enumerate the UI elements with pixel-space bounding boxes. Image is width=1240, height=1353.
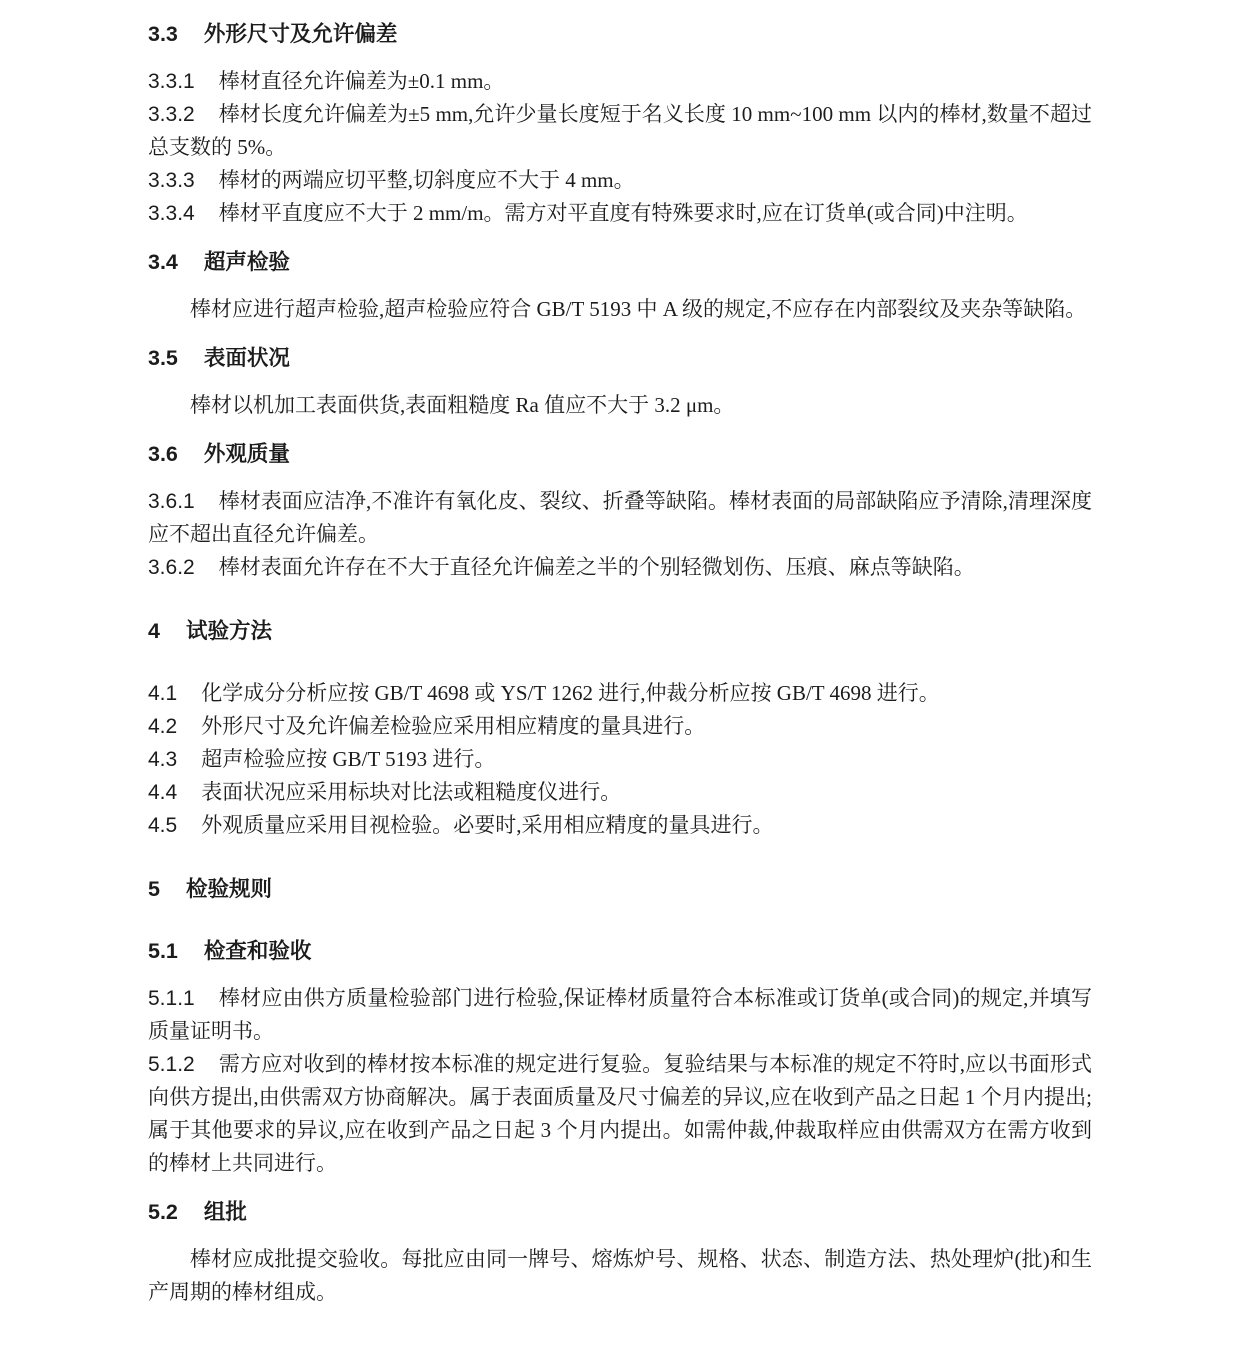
clause-number: 3.3.1 (148, 70, 195, 93)
clause-number: 4.1 (148, 682, 178, 705)
heading-number: 5.2 (148, 1200, 178, 1224)
clause-number: 3.3.2 (148, 103, 195, 126)
clause-paragraph (148, 485, 1092, 551)
clause-paragraph (148, 197, 1092, 230)
clause-text: 棒材应由供方质量检验部门进行检验,保证棒材质量符合本标准或订货单(或合同)的规定,并填写质量证明书。 (148, 986, 1092, 1043)
clause-text: 棒材直径允许偏差为±0.1 mm。 (218, 69, 505, 93)
clause-paragraph (148, 98, 1092, 164)
section-heading (148, 873, 1092, 906)
clause-paragraph (148, 65, 1092, 98)
clause-text: 超声检验应按 GB/T 5193 进行。 (201, 747, 496, 771)
subsection-heading (148, 18, 1092, 51)
paragraph-text: 棒材应成批提交验收。每批应由同一牌号、熔炼炉号、规格、状态、制造方法、热处理炉(批)和生产周期的棒材组成。 (148, 1247, 1092, 1304)
subsection-heading (148, 342, 1092, 375)
clause-number: 4.4 (148, 781, 178, 804)
heading-title: 超声检验 (203, 250, 290, 274)
clause-text: 棒材表面允许存在不大于直径允许偏差之半的个别轻微划伤、压痕、麻点等缺陷。 (218, 555, 975, 579)
clause-text: 棒材长度允许偏差为±5 mm,允许少量长度短于名义长度 10 mm~100 mm 以内的棒材,数量不超过总支数的 5%。 (148, 102, 1093, 159)
clause-paragraph (148, 743, 1092, 776)
clause-number: 4.2 (148, 715, 178, 738)
heading-number: 3.3 (148, 22, 178, 46)
paragraph-text: 棒材以机加工表面供货,表面粗糙度 Ra 值应不大于 3.2 μm。 (190, 393, 735, 417)
clause-paragraph (148, 776, 1092, 809)
clause-text: 棒材平直度应不大于 2 mm/m。需方对平直度有特殊要求时,应在订货单(或合同)中注明。 (218, 201, 1028, 225)
clause-paragraph (148, 982, 1092, 1048)
clause-text: 外观质量应采用目视检验。必要时,采用相应精度的量具进行。 (201, 813, 774, 837)
clause-paragraph (148, 677, 1092, 710)
clause-text: 需方应对收到的棒材按本标准的规定进行复验。复验结果与本标准的规定不符时,应以书面形式向供方提出,由供需双方协商解决。属于表面质量及尺寸偏差的异议,应在收到产品之日起 1 个月内提出;属于其他要求的异议,应在收到产品之日起 3 个月内提出。如需仲裁,仲裁取样应由供需双方在需方收到的棒材上共同进行。 (148, 1052, 1092, 1175)
subsection-heading (148, 246, 1092, 279)
clause-paragraph (148, 1048, 1092, 1180)
clause-text: 棒材表面应洁净,不准许有氧化皮、裂纹、折叠等缺陷。棒材表面的局部缺陷应予清除,清理深度应不超出直径允许偏差。 (148, 489, 1092, 546)
document-content (148, 18, 1092, 1309)
clause-paragraph (148, 710, 1092, 743)
heading-title: 外形尺寸及允许偏差 (203, 22, 398, 46)
heading-number: 4 (148, 619, 160, 643)
clause-number: 3.6.2 (148, 556, 195, 579)
heading-title: 试验方法 (185, 619, 272, 643)
heading-number: 5.1 (148, 939, 178, 963)
clause-number: 3.3.4 (148, 202, 195, 225)
heading-title: 外观质量 (203, 442, 290, 466)
clause-number: 3.6.1 (148, 490, 195, 513)
clause-text: 棒材的两端应切平整,切斜度应不大于 4 mm。 (218, 168, 635, 192)
clause-text: 表面状况应采用标块对比法或粗糙度仪进行。 (201, 780, 622, 804)
clause-number: 4.3 (148, 748, 178, 771)
body-paragraph (148, 1243, 1092, 1309)
subsection-heading (148, 1196, 1092, 1229)
section-heading (148, 615, 1092, 648)
heading-title: 检验规则 (185, 877, 272, 901)
clause-paragraph (148, 551, 1092, 584)
clause-paragraph (148, 164, 1092, 197)
subsection-heading (148, 438, 1092, 471)
subsection-heading (148, 935, 1092, 968)
clause-number: 5.1.1 (148, 987, 195, 1010)
body-paragraph (148, 389, 1092, 422)
clause-number: 3.3.3 (148, 169, 195, 192)
paragraph-text: 棒材应进行超声检验,超声检验应符合 GB/T 5193 中 A 级的规定,不应存在内部裂纹及夹杂等缺陷。 (190, 297, 1087, 321)
body-paragraph (148, 293, 1092, 326)
heading-number: 3.6 (148, 442, 178, 466)
heading-number: 3.4 (148, 250, 178, 274)
heading-title: 组批 (203, 1200, 247, 1224)
clause-number: 4.5 (148, 814, 178, 837)
clause-text: 化学成分分析应按 GB/T 4698 或 YS/T 1262 进行,仲裁分析应按 GB/T 4698 进行。 (201, 681, 940, 705)
clause-number: 5.1.2 (148, 1053, 195, 1076)
heading-title: 检查和验收 (203, 939, 312, 963)
heading-title: 表面状况 (203, 346, 290, 370)
heading-number: 3.5 (148, 346, 178, 370)
clause-text: 外形尺寸及允许偏差检验应采用相应精度的量具进行。 (201, 714, 706, 738)
heading-number: 5 (148, 877, 160, 901)
clause-paragraph (148, 809, 1092, 842)
